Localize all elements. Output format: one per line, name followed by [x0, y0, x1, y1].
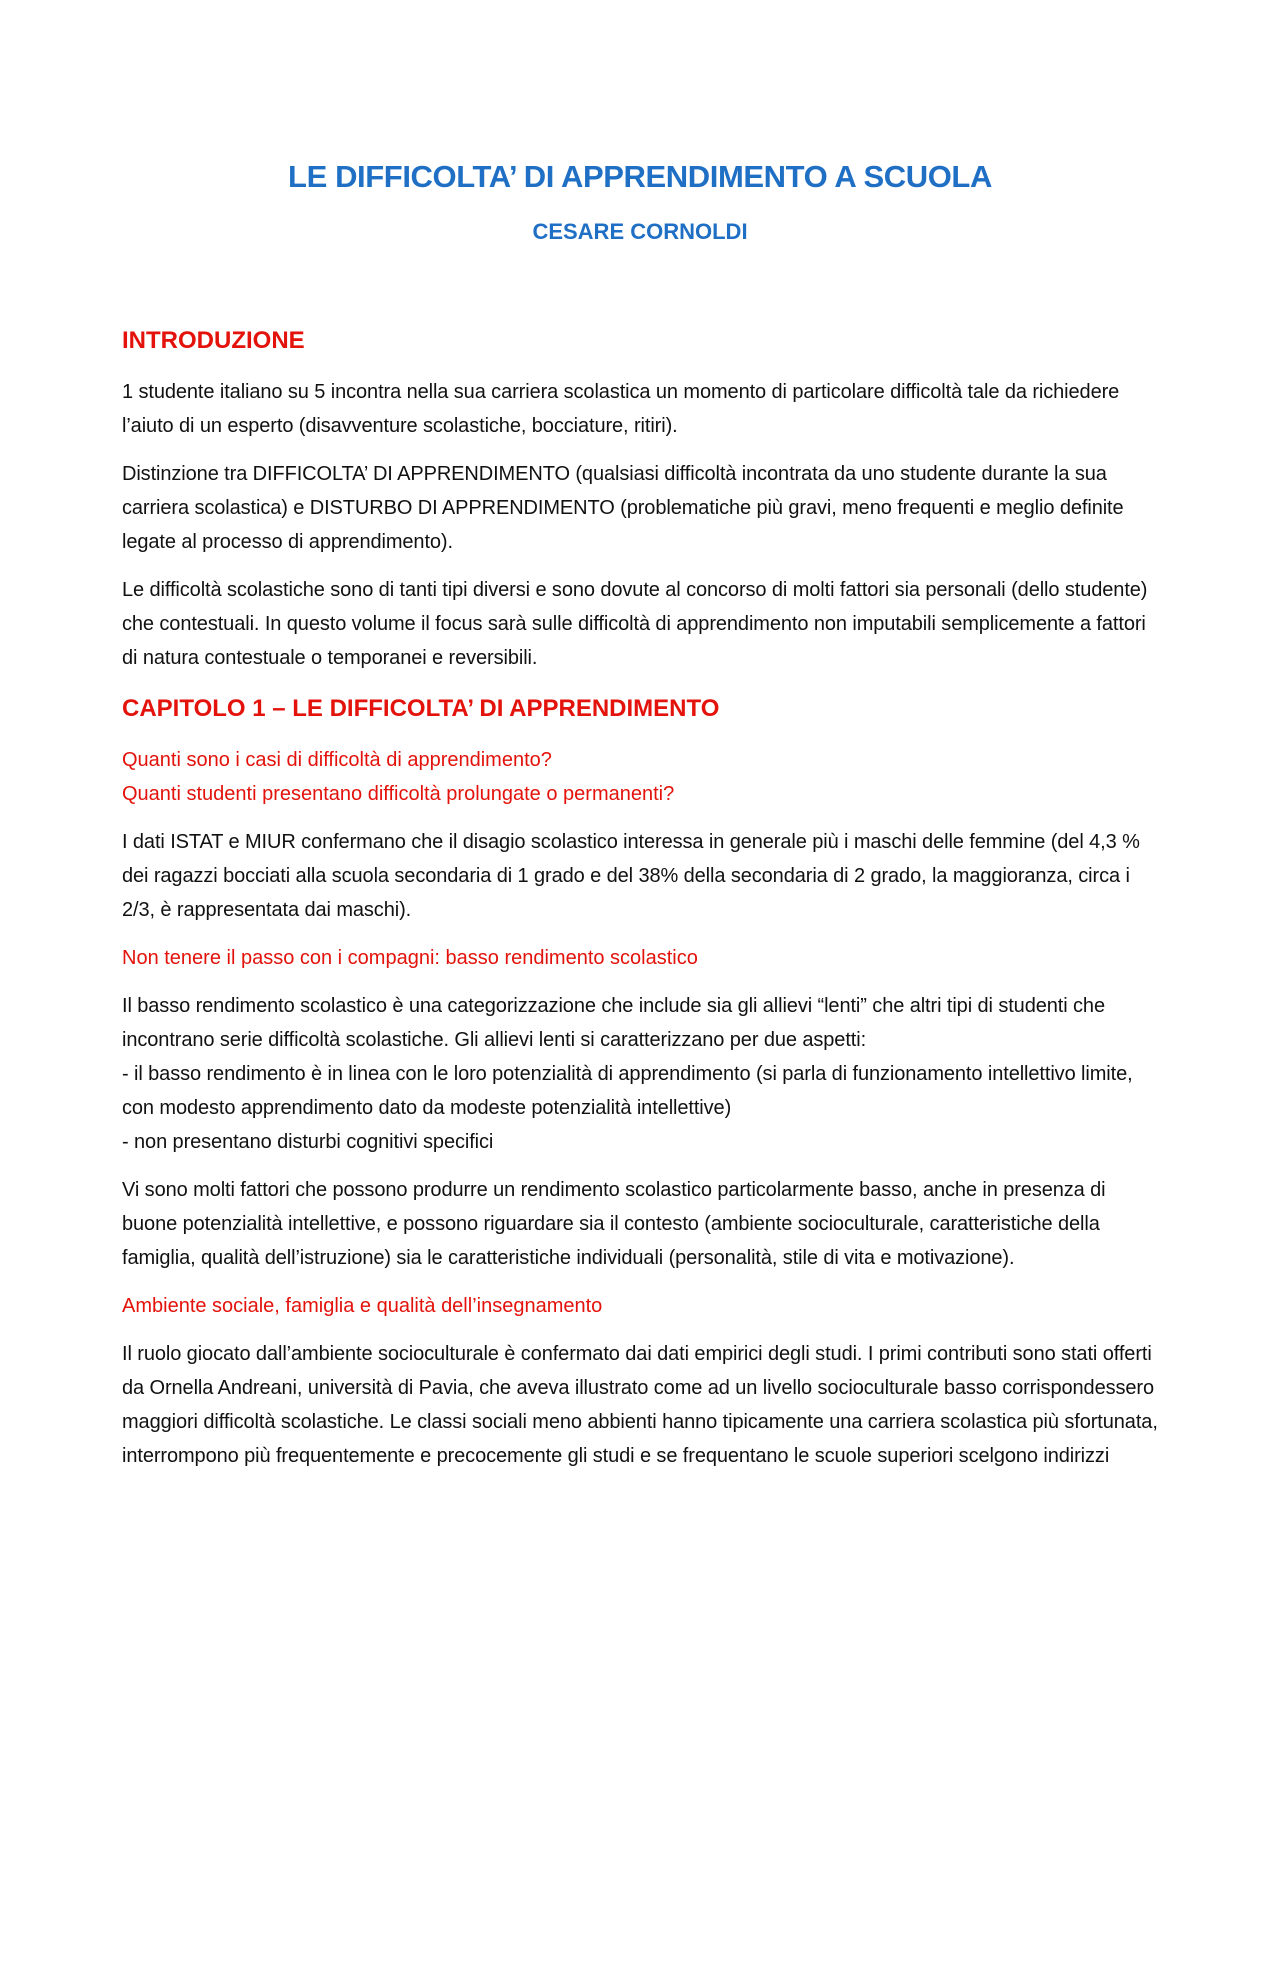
- section-3-heading: Ambiente sociale, famiglia e qualità dell’insegnamento: [122, 1295, 603, 1317]
- intro-paragraph-2: Distinzione tra DIFFICOLTA’ DI APPRENDIMENTO (qualsiasi difficoltà incontrata da uno studente durante la sua carriera scolastica) e DISTURBO DI APPRENDIMENTO (problematiche più gravi, meno frequenti e meglio definite legate al processo di apprendimento).: [122, 463, 1124, 553]
- section-3-paragraph: Il ruolo giocato dall’ambiente socioculturale è confermato dai dati empirici degli studi. I primi contributi sono stati offerti da Ornella Andreani, università di Pavia, che aveva illustrato come ad un livello socioculturale basso corrispondessero maggiori difficoltà scolastiche. Le classi sociali meno abbienti hanno tipicamente una carriera scolastica più sfortunata, interrompono più frequentemente e precocemente gli studi e se frequentano le scuole superiori scelgono indirizzi: [122, 1343, 1158, 1467]
- document-page: [0, 157, 1280, 1968]
- section-2-paragraph-2: Vi sono molti fattori che possono produrre un rendimento scolastico particolarmente basso, anche in presenza di buone potenzialità intellettive, e possono riguardare sia il contesto (ambiente socioculturale, caratteristiche della famiglia, qualità dell’istruzione) sia le caratteristiche individuali (personalità, stile di vita e motivazione).: [122, 1179, 1106, 1269]
- introduction-heading: INTRODUZIONE: [122, 327, 305, 354]
- intro-paragraph-3: Le difficoltà scolastiche sono di tanti tipi diversi e sono dovute al concorso di molti fattori sia personali (dello studente) che contestuali. In questo volume il focus sarà sulle difficoltà di apprendimento non imputabili semplicemente a fattori di natura contestuale o temporanei e reversibili.: [122, 579, 1148, 669]
- section-1-paragraph: I dati ISTAT e MIUR confermano che il disagio scolastico interessa in generale più i maschi delle femmine (del 4,3 % dei ragazzi bocciati alla scuola secondaria di 1 grado e del 38% della secondaria di 2 grado, la maggioranza, circa i 2/3, è rappresentata dai maschi).: [122, 831, 1140, 921]
- section-2-bullet-2: - non presentano disturbi cognitivi specifici: [122, 1131, 494, 1153]
- document-author: CESARE CORNOLDI: [532, 219, 748, 244]
- section-1-question-1: Quanti sono i casi di difficoltà di apprendimento?: [122, 749, 552, 771]
- section-2-intro: Il basso rendimento scolastico è una categorizzazione che include sia gli allievi “lenti” che altri tipi di studenti che incontrano serie difficoltà scolastiche. Gli allievi lenti si caratterizzano per due aspetti:: [122, 995, 1105, 1051]
- intro-paragraph-1: 1 studente italiano su 5 incontra nella sua carriera scolastica un momento di particolare difficoltà tale da richiedere l’aiuto di un esperto (disavventure scolastiche, bocciature, ritiri).: [122, 381, 1120, 437]
- document-title: LE DIFFICOLTA’ DI APPRENDIMENTO A SCUOLA: [288, 159, 992, 194]
- section-1-questions: [122, 743, 1158, 811]
- section-1-question-2: Quanti studenti presentano difficoltà prolungate o permanenti?: [122, 783, 675, 805]
- section-2-heading: Non tenere il passo con i compagni: basso rendimento scolastico: [122, 947, 698, 969]
- section-2-paragraph-block: [122, 989, 1158, 1159]
- section-2-bullet-1: - il basso rendimento è in linea con le loro potenzialità di apprendimento (si parla di funzionamento intellettivo limite, con modesto apprendimento dato da modeste potenzialità intellettive): [122, 1063, 1133, 1119]
- chapter-1-heading: CAPITOLO 1 – LE DIFFICOLTA’ DI APPRENDIMENTO: [122, 695, 720, 722]
